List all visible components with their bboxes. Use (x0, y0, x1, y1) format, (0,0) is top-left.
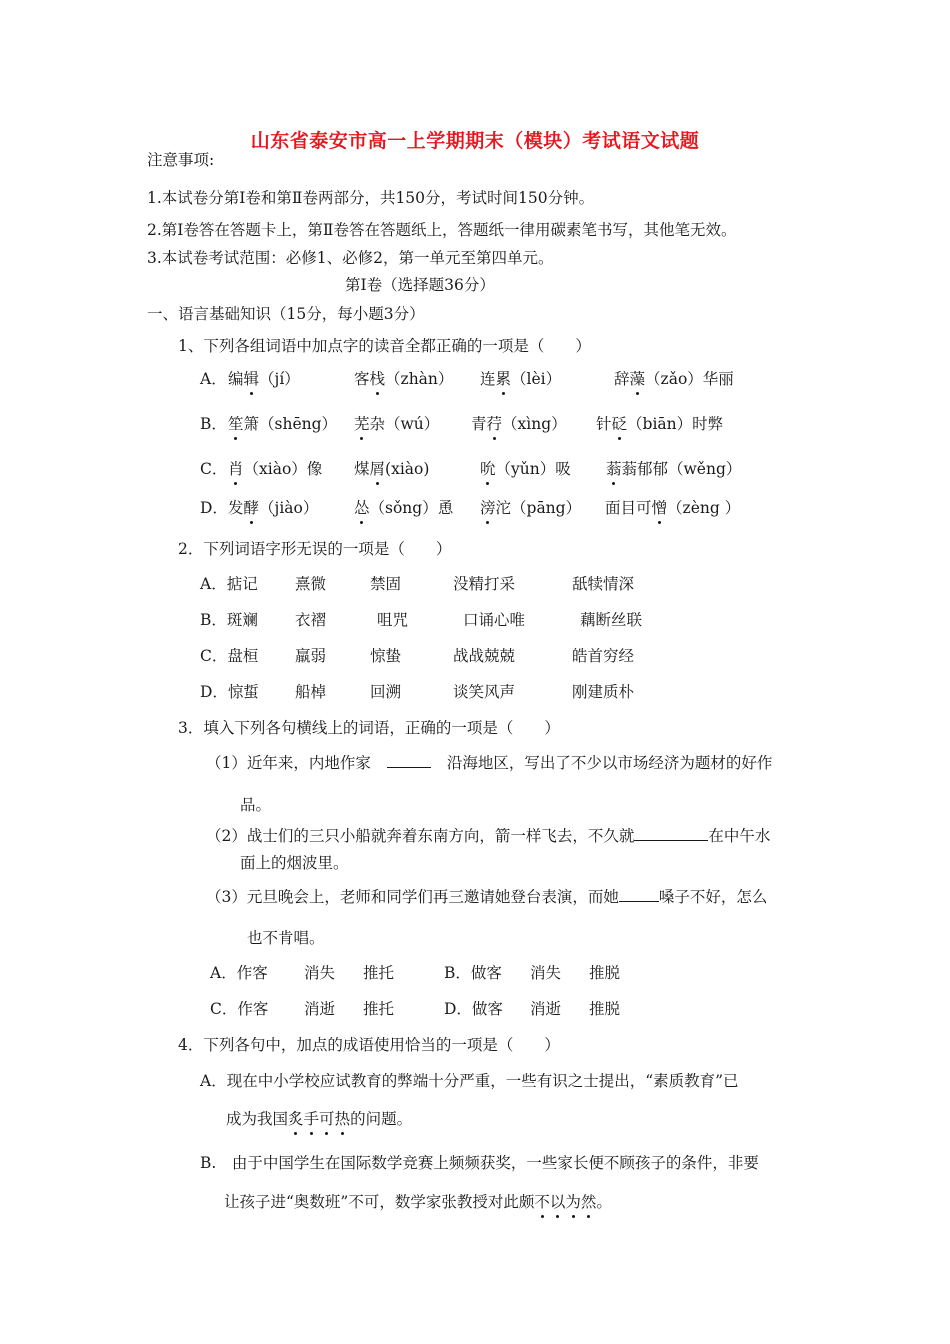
notice-heading: 注意事项: (147, 151, 215, 169)
q3-opt-b2: 消失 (530, 964, 562, 982)
q1-b-word2: 芜杂（wú） (354, 415, 440, 433)
q2-d-word2: 船棹 (295, 683, 327, 701)
q4-stem: 4．下列各句中，加点的成语使用恰当的一项是（ ） (178, 1036, 560, 1054)
q4-option-a-line1: A．现在中小学校应试教育的弊端十分严重，一些有识之士提出，“素质教育”已 (200, 1072, 739, 1090)
q1-d-word1: 发酵（jiào） (228, 499, 319, 517)
q3-opt-d2: 消逝 (530, 1000, 562, 1018)
q3-stem: 3．填入下列各句横线上的词语，正确的一项是（ ） (178, 719, 560, 737)
q2-b-word4: 口诵心唯 (463, 611, 526, 629)
q1-d-word2: 怂（sǒng）恿 (354, 499, 454, 517)
q3-opt-c1: C．作客 (210, 1000, 269, 1018)
q1-a-word1: 编辑（jí） (228, 370, 300, 388)
q2-a-word3: 禁固 (370, 575, 402, 593)
q2-b-word3: 咀咒 (377, 611, 409, 629)
q2-b-word5: 藕断丝联 (580, 611, 643, 629)
q1-a-word2: 客栈（zhàn） (354, 370, 454, 388)
q1-d-word3: 滂沱（pāng） (480, 499, 582, 517)
q2-c-word1: C．盘桓 (200, 647, 259, 665)
q1-stem: 1、下列各组词语中加点字的读音全都正确的一项是（ ） (178, 337, 591, 355)
q3-sentence-3: （3）元旦晚会上，老师和同学们再三邀请她登台表演，而她 嗓子不好，怎么 (206, 888, 768, 906)
q1-b-word3: 青荇（xìng） (471, 415, 567, 433)
q2-a-word4: 没精打采 (453, 575, 516, 593)
q3-blank-2 (634, 840, 708, 841)
q3-opt-a2: 消失 (304, 964, 336, 982)
q4-option-a-line2: 成为我国炙手可热的问题。 (226, 1110, 413, 1128)
q3-opt-a1: A．作客 (210, 964, 268, 982)
q2-a-word1: A．掂记 (200, 575, 258, 593)
q4-option-b-line1: B. 由于中国学生在国际数学竞赛上频频获奖，一些家长便不顾孩子的条件，非要 (200, 1154, 759, 1172)
q1-option-d-label: D． (200, 499, 228, 517)
q2-d-word1: D．惊蜇 (200, 683, 259, 701)
q1-c-word4: 蓊蓊郁郁（wěng） (606, 460, 742, 478)
notice-item-3: 3.本试卷考试范围：必修1、必修2，第一单元至第四单元。 (147, 249, 554, 267)
q3-opt-d1: D．做客 (444, 1000, 503, 1018)
q2-c-word5: 皓首穷经 (572, 647, 635, 665)
q1-b-word1: 笙箫（shēng） (228, 415, 338, 433)
q3-opt-a3: 推托 (363, 964, 395, 982)
q2-d-word5: 刚建质朴 (572, 683, 635, 701)
q3-sentence-3-cont: 也不肯唱。 (247, 929, 325, 947)
q3-opt-b1: B．做客 (444, 964, 502, 982)
q3-opt-b3: 推脱 (589, 964, 621, 982)
q4-option-b-line2: 让孩子进“奥数班”不可，数学家张教授对此颇不以为然。 (224, 1193, 612, 1211)
q3-sentence-2-cont: 面上的烟波里。 (240, 854, 349, 872)
q2-c-word4: 战战兢兢 (453, 647, 516, 665)
q3-sentence-1-cont: 品。 (240, 796, 272, 814)
q3-blank-3 (619, 901, 659, 902)
part1-heading: 第Ⅰ卷（选择题36分） (345, 276, 495, 294)
q1-c-word3: 吮（yǔn）吸 (480, 460, 571, 478)
q2-c-word3: 惊蛰 (370, 647, 402, 665)
q3-sentence-1: （1）近年来，内地作家 沿海地区，写出了不少以市场经济为题材的好作 (206, 754, 773, 772)
q1-d-word4: 面目可憎（zèng ） (605, 499, 741, 517)
q2-stem: 2．下列词语字形无误的一项是（ ） (178, 540, 452, 558)
q1-c-word1: 肖（xiào）像 (228, 460, 323, 478)
q2-d-word4: 谈笑风声 (453, 683, 516, 701)
q3-opt-c2: 消逝 (304, 1000, 336, 1018)
q2-b-word1: B．斑斓 (200, 611, 258, 629)
q2-b-word2: 衣褶 (295, 611, 327, 629)
page-title: 山东省泰安市高一上学期期末（模块）考试语文试题 (250, 130, 700, 152)
notice-item-2: 2.第Ⅰ卷答在答题卡上，第Ⅱ卷答在答题纸上，答题纸一律用碳素笔书写，其他笔无效。 (147, 221, 737, 239)
q2-a-word2: 熹微 (295, 575, 327, 593)
q1-a-word4: 辞藻（zǎo）华丽 (614, 370, 734, 388)
q3-sentence-2: （2）战士们的三只小船就奔着东南方向，箭一样飞去，不久就 在中午水 (206, 827, 771, 845)
q1-option-c-label: C． (200, 460, 228, 478)
q1-option-b-label: B． (200, 415, 227, 433)
notice-item-1: 1.本试卷分第Ⅰ卷和第Ⅱ卷两部分，共150分，考试时间150分钟。 (147, 189, 595, 207)
q3-blank-1 (387, 767, 431, 768)
q2-d-word3: 回溯 (370, 683, 402, 701)
q2-c-word2: 羸弱 (295, 647, 327, 665)
q3-opt-d3: 推脱 (589, 1000, 621, 1018)
q3-opt-c3: 推托 (363, 1000, 395, 1018)
q2-a-word5: 舐犊情深 (572, 575, 635, 593)
q1-a-word3: 连累（lèi） (480, 370, 562, 388)
q1-b-word4: 针砭（biān）时弊 (596, 415, 724, 433)
q1-option-a-label: A． (200, 370, 227, 388)
q1-c-word2: 煤屑(xiào) (354, 460, 430, 478)
section1-heading: 一、语言基础知识（15分，每小题3分） (147, 305, 425, 323)
